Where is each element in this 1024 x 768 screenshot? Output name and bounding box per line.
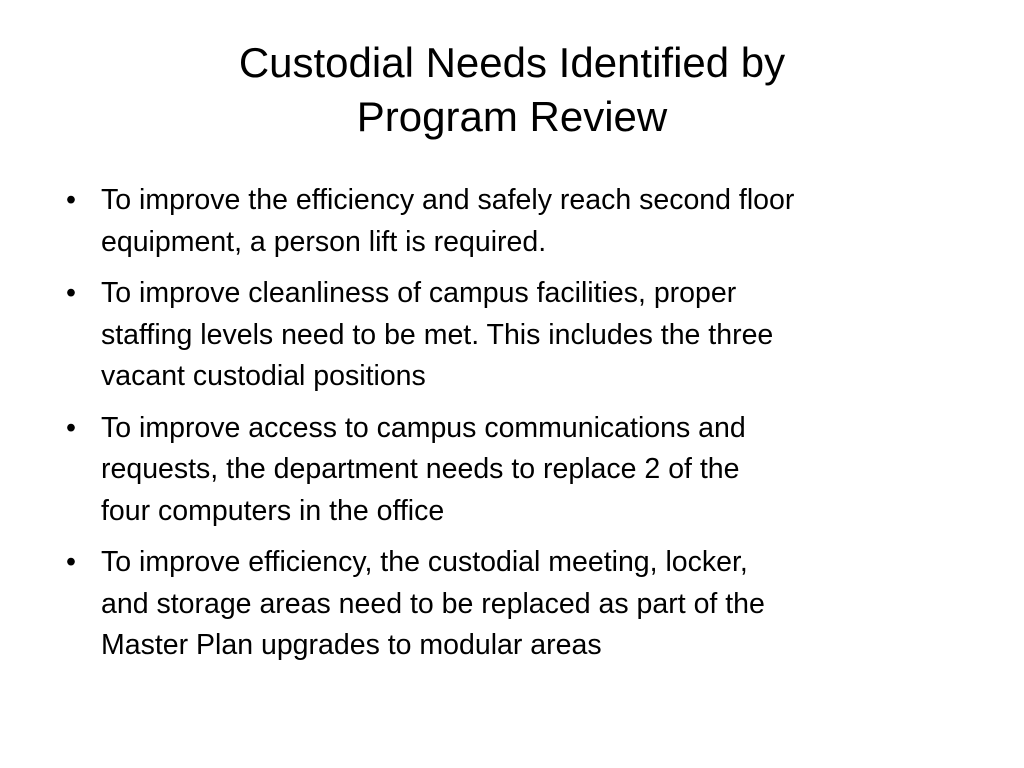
bullet-text-line: requests, the department needs to replace 2 of the (101, 453, 740, 485)
slide-title-line-1: Custodial Needs Identified by (238, 39, 786, 86)
bullet-text-line: To improve access to campus communications and (101, 411, 746, 444)
bullet-item-1 (60, 180, 960, 263)
bullet-list (60, 180, 960, 677)
bullet-text-line: and storage areas need to be replaced as part of the (101, 587, 765, 620)
bullet-text-line: equipment, a person lift is required. (101, 225, 547, 258)
bullet-text-line: Master Plan upgrades to modular areas (101, 629, 602, 661)
slide-title (60, 36, 964, 144)
bullet-icon: • (66, 411, 76, 444)
bullet-text-line: To improve cleanliness of campus facilities, proper (101, 277, 737, 309)
bullet-icon: • (66, 184, 76, 216)
bullet-text-line: vacant custodial positions (101, 360, 426, 392)
bullet-text-line: staffing levels need to be met. This includes the three (101, 318, 774, 351)
bullet-text-line: To improve the efficiency and safely reach second floor (101, 184, 795, 216)
bullet-icon: • (66, 277, 76, 309)
bullet-text-line: To improve efficiency, the custodial meeting, locker, (101, 546, 748, 578)
bullet-item-2 (60, 273, 960, 398)
bullet-text-line: four computers in the office (101, 494, 445, 527)
bullet-item-4 (60, 542, 960, 667)
bullet-icon: • (66, 546, 76, 578)
slide-title-line-2: Program Review (356, 93, 668, 140)
bullet-item-3 (60, 408, 960, 533)
